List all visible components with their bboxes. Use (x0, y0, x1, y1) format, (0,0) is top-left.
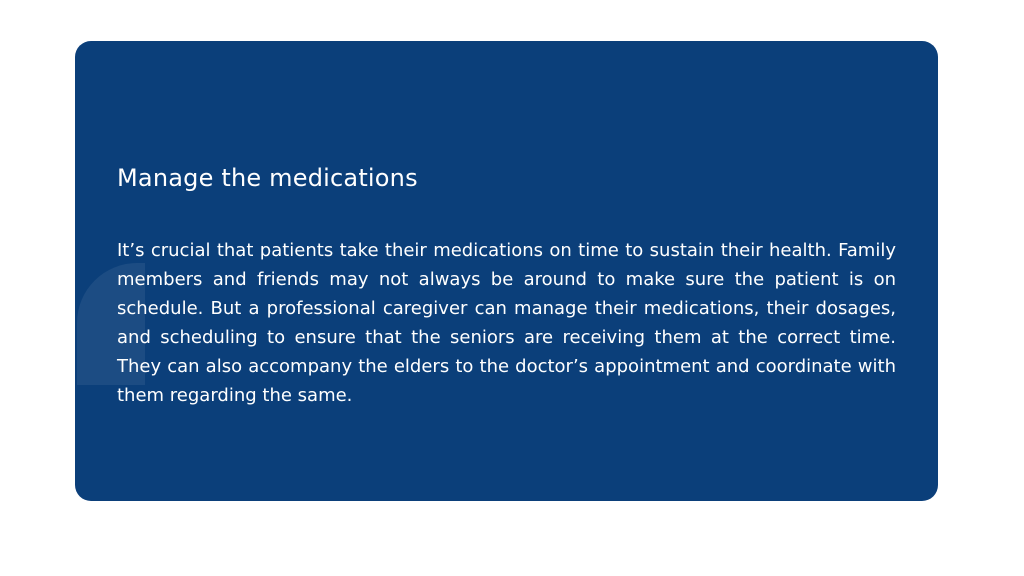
card-paragraph: It’s crucial that patients take their medications on time to sustain their health. Family members and friends may not always be around to make sure the patient is on schedule. But a professional caregiver can manage their medications, their dosages, and scheduling to ensure that the seniors are receiving them at the correct time. They can also accompany the elders to the doctor’s appointment and coordinate with them regarding the same. (117, 240, 896, 406)
card-title: Manage the medications (117, 164, 418, 192)
content-card (75, 41, 938, 501)
